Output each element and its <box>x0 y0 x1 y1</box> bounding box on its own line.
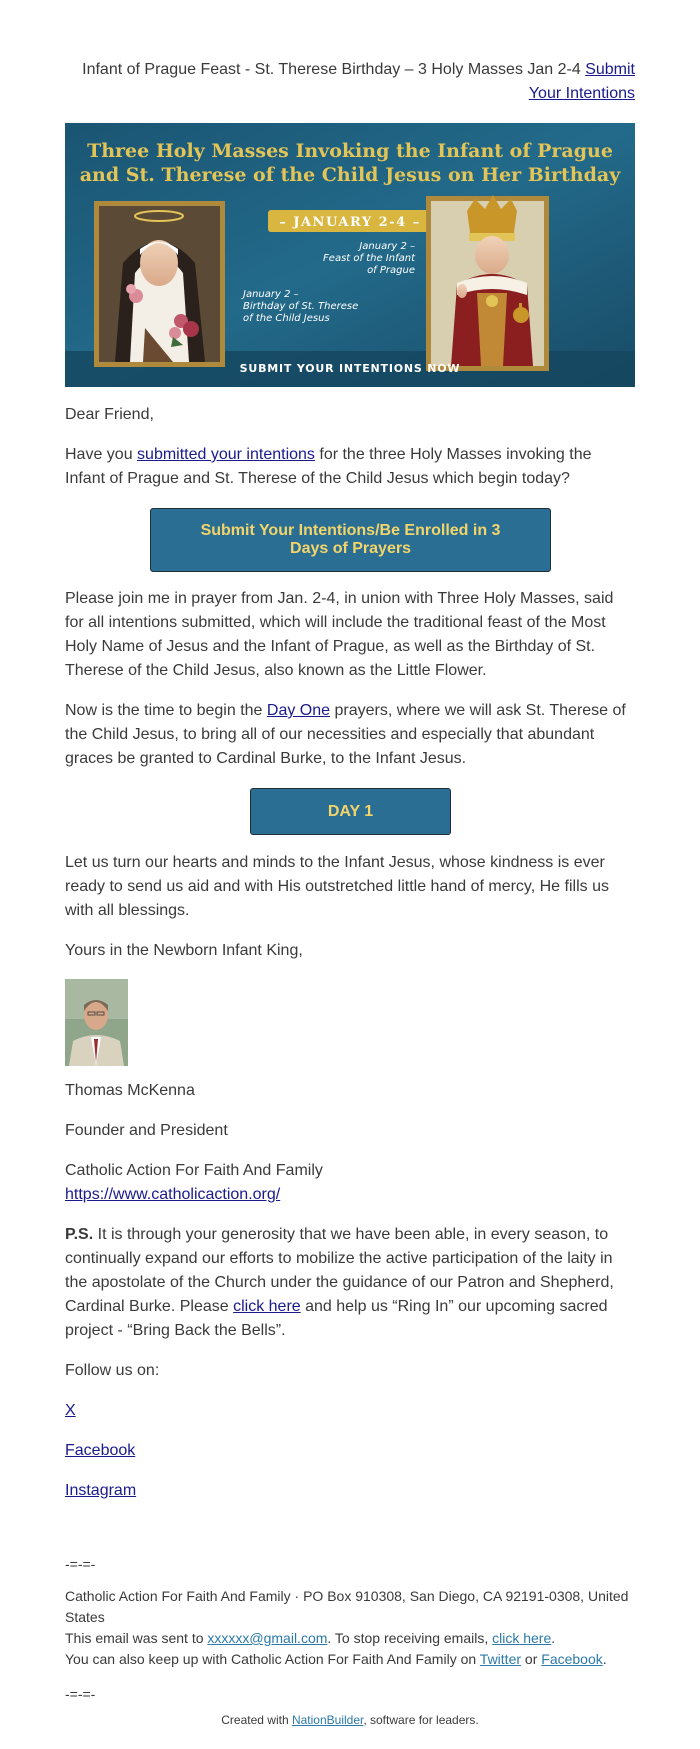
join-paragraph: Please join me in prayer from Jan. 2-4, in union with Three Holy Masses, said for all intentions submitted, which will include the traditional feast of the Most Holy Name of Jesus and the Infant of Prague, as well as the Birthday of St. Therese of the Child Jesus, also known as the Little Flower. <box>65 590 614 679</box>
intro-text-before: Have you <box>65 446 138 463</box>
infant-portrait <box>426 195 549 371</box>
social-x-link[interactable]: X <box>65 1402 76 1419</box>
ps-paragraph <box>65 1223 635 1343</box>
caption-infant-line3: of Prague <box>367 265 415 276</box>
footer-or-text: or <box>521 1651 542 1667</box>
signer-photo <box>65 979 128 1066</box>
footer-sent-line <box>65 1628 635 1649</box>
caption-infant-line2: Feast of the Infant <box>323 253 415 264</box>
day-1-button[interactable]: DAY 1 <box>250 788 451 835</box>
separator-top: -=-=- <box>65 1556 96 1572</box>
social-facebook-link[interactable]: Facebook <box>65 1442 136 1459</box>
signer-org: Catholic Action For Faith And Family <box>65 1162 323 1179</box>
footer-keepup-line <box>65 1649 635 1670</box>
separator-bottom: -=-=- <box>65 1686 96 1702</box>
signer-url-line <box>65 1183 635 1207</box>
footer-address: Catholic Action For Faith And Family · PO Box 910308, San Diego, CA 92191-0308, United States <box>65 1588 629 1625</box>
social-x-line <box>65 1399 635 1423</box>
social-instagram-line <box>65 1479 635 1503</box>
nationbuilder-link[interactable]: NationBuilder <box>291 1713 364 1727</box>
nationbuilder-credit <box>65 1713 635 1727</box>
turn-paragraph: Let us turn our hearts and minds to the Infant Jesus, whose kindness is ever ready to send us aid and with His outstretched little hand of mercy, He fills us with all blessings. <box>65 854 609 919</box>
credit-text-after: , software for leaders. <box>363 1713 479 1727</box>
ps-label: P.S. <box>65 1226 94 1243</box>
ps-text-before: It is through your generosity that we have been able, in every season, to continually expand our efforts to mobilize the active participation of the laity in the apostolate of the Church under the guidance of our Patron and Shepherd, Cardinal Burke. Please <box>65 1226 614 1315</box>
intro-text-after: for the three Holy Masses invoking the Infant of Prague and St. Therese of the Child Jesus which begin today? <box>65 446 592 487</box>
submitted-intentions-link[interactable]: submitted your intentions <box>137 446 315 463</box>
banner-title-line2: and St. Therese of the Child Jesus on Her Birthday <box>79 164 621 186</box>
follow-label: Follow us on: <box>65 1362 160 1379</box>
footer-sent-end: . <box>551 1630 556 1646</box>
credit-text-before: Created with <box>221 1713 292 1727</box>
caption-therese-line1: January 2 – <box>243 289 299 300</box>
day-one-text-after: prayers, where we will ask St. Therese of the Child Jesus, to bring all of our necessities and especially that abundant graces be granted to Cardinal Burke, to the Infant Jesus. <box>65 702 626 767</box>
social-instagram-link[interactable]: Instagram <box>65 1482 137 1499</box>
banner-date-text: – JANUARY 2-4 – <box>279 215 421 230</box>
footer-info <box>65 1586 635 1670</box>
day-one-paragraph <box>65 699 635 771</box>
header-submit-link[interactable]: Submit Your Intentions <box>528 61 635 102</box>
email-header <box>65 58 635 106</box>
day-one-text-before: Now is the time to begin the <box>65 702 267 719</box>
closing: Yours in the Newborn Infant King, <box>65 942 303 959</box>
footer-keepup-end: . <box>602 1651 607 1667</box>
intro-paragraph <box>65 443 635 491</box>
signer-title: Founder and President <box>65 1122 228 1139</box>
footer-facebook-link[interactable]: Facebook <box>541 1651 603 1667</box>
signer-name: Thomas McKenna <box>65 1082 195 1099</box>
ps-text-after: and help us “Ring In” our upcoming sacred project - “Bring Back the Bells”. <box>65 1298 608 1339</box>
day-one-link[interactable]: Day One <box>266 702 331 719</box>
footer-twitter-link[interactable]: Twitter <box>479 1651 522 1667</box>
footer-stop-text: . To stop receiving emails, <box>327 1630 493 1646</box>
footer-sent-text: This email was sent to <box>65 1630 208 1646</box>
social-facebook-line <box>65 1439 635 1463</box>
banner-title-line1: Three Holy Masses Invoking the Infant of Prague <box>87 140 613 162</box>
submit-intentions-button[interactable]: Submit Your Intentions/Be Enrolled in 3 Days of Prayers <box>150 508 551 572</box>
greeting: Dear Friend, <box>65 406 154 423</box>
caption-therese-line3: of the Child Jesus <box>243 313 330 324</box>
footer-email-link[interactable]: xxxxxx@gmail.com <box>207 1630 328 1646</box>
therese-portrait <box>94 201 225 367</box>
unsubscribe-link[interactable]: click here <box>492 1630 552 1646</box>
catholicaction-url-link[interactable]: https://www.catholicaction.org/ <box>65 1186 281 1203</box>
banner-image[interactable] <box>65 123 635 387</box>
header-text: Infant of Prague Feast - St. Therese Birthday – 3 Holy Masses Jan 2-4 <box>82 61 586 78</box>
footer-keepup-text: You can also keep up with Catholic Action For Faith And Family on <box>65 1651 480 1667</box>
caption-infant-line1: January 2 – <box>359 241 415 252</box>
caption-therese-line2: Birthday of St. Therese <box>243 301 359 312</box>
ps-click-here-link[interactable]: click here <box>233 1298 301 1315</box>
banner-cta[interactable]: SUBMIT YOUR INTENTIONS NOW <box>239 362 461 375</box>
